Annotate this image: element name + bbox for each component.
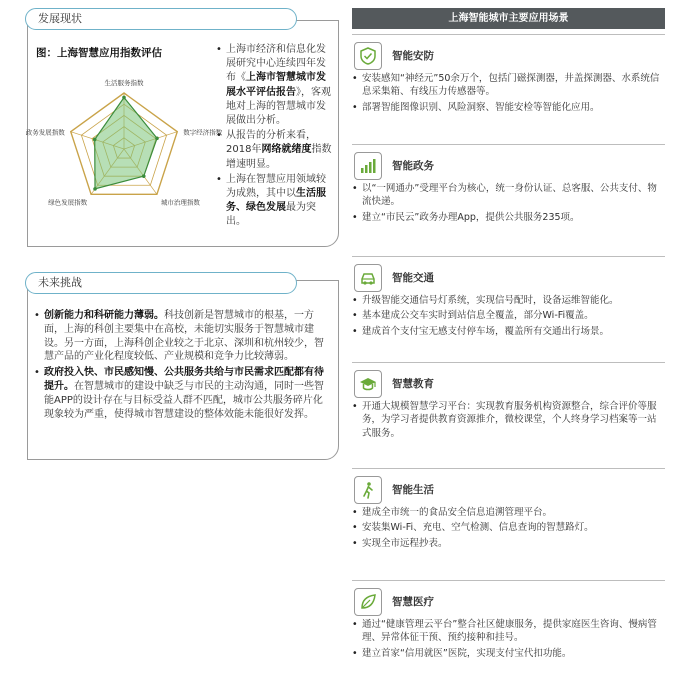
scene-section-title: 智能安防	[392, 50, 434, 62]
scene-item: • 开通大规模智慧学习平台：实现教育服务机构资源整合，综合评价等服务，为学习者提供教育资源推介，微校课堂，个人终身学习档案等一站式服务。	[352, 400, 665, 440]
radar-data-point	[93, 187, 97, 191]
status-bullet-list	[216, 43, 334, 231]
scene-item: • 建立首家“信用就医”医院，实现支付宝代扣功能。	[352, 647, 665, 660]
section-divider	[352, 144, 665, 145]
scene-section	[352, 42, 665, 116]
section-divider	[352, 256, 665, 257]
scene-item: • 安装集Wi-Fi、充电、空气检测、信息查询的智慧路灯。	[352, 521, 665, 534]
scene-section-title: 智能政务	[392, 160, 434, 172]
scene-section	[352, 152, 665, 226]
bullet-bold-text: 网络就绪度	[261, 144, 312, 156]
section-divider	[352, 468, 665, 469]
radar-chart	[25, 61, 223, 241]
scene-item: • 基本建成公交车实时到站信息全覆盖，部分Wi-Fi覆盖。	[352, 309, 665, 322]
scene-section-title: 智慧教育	[392, 378, 434, 390]
challenges-tab	[25, 272, 297, 294]
challenge-bullet	[34, 309, 330, 364]
bullet-text: 》，客观地对上海的智慧城市发展做出分析。	[226, 86, 331, 127]
scene-section	[352, 588, 665, 662]
shield-check-icon	[354, 42, 382, 70]
scene-section	[352, 370, 665, 442]
scene-item: • 建成全市统一的食品安全信息追溯管理平台。	[352, 506, 665, 519]
scene-section	[352, 264, 665, 340]
scene-section-header	[352, 42, 665, 72]
scene-section	[352, 476, 665, 552]
scenes-column	[352, 30, 665, 690]
status-tab-label: 发展现状	[38, 12, 82, 25]
scene-item: • 实现全市远程抄表。	[352, 537, 665, 550]
challenges-bullet-list	[34, 309, 330, 423]
challenge-bold-text: 创新能力和科研能力薄弱。	[44, 310, 164, 321]
radar-axis-label: 城市治理指数	[160, 198, 200, 207]
challenges-panel	[27, 280, 339, 460]
section-divider	[352, 580, 665, 581]
car-icon	[354, 264, 382, 292]
radar-data-point	[155, 136, 159, 140]
scene-section-header	[352, 588, 665, 618]
challenge-bullet	[34, 366, 330, 421]
scene-item: • 建立“市民云”政务办理App，提供公共服务235项。	[352, 211, 665, 224]
scene-item-list	[352, 182, 665, 224]
chart-title: 图：上海智慧应用指数评估	[36, 47, 162, 59]
leaf-icon	[354, 588, 382, 616]
bullet-text: 指数增速明显。	[226, 144, 332, 170]
bullet-text: 最为突出。	[226, 202, 316, 228]
scene-item-list	[352, 294, 665, 338]
radar-axis-label: 政务发展指数	[25, 128, 65, 137]
status-panel	[27, 20, 339, 247]
scene-section-header	[352, 476, 665, 506]
scene-item: • 通过“健康管理云平台”整合社区健康服务，提供家庭医生咨询、慢病管理、异常体征干预、预约接种和挂号。	[352, 618, 665, 645]
status-tab	[25, 8, 297, 30]
scene-section-title: 智能生活	[392, 484, 434, 496]
radar-axis-label: 生活服务指数	[104, 79, 144, 87]
scene-item: • 部署智能图像识别、风险洞察、智能安检等智能化应用。	[352, 101, 665, 114]
radar-axis-label: 数字经济指数	[183, 128, 223, 137]
scene-item-list	[352, 506, 665, 550]
walking-person-icon	[354, 476, 382, 504]
bullet-text: 上海在智慧应用领域较为成熟，其中以	[226, 173, 326, 200]
bullet-bold-text: 上海市智慧城市发展水平评估报告	[226, 72, 326, 98]
scene-section-header	[352, 370, 665, 400]
scene-section-title: 智能交通	[392, 272, 434, 284]
scene-item: • 安装感知“神经元”50余万个，包括门磁探测器，井盖探测器、水系统信息采集箱、有线压力传感器等。	[352, 72, 665, 99]
radar-data-point	[122, 96, 126, 100]
scene-item-list	[352, 618, 665, 660]
status-bullet	[216, 129, 334, 172]
bar-chart-icon	[354, 152, 382, 180]
bullet-text: 从报告的分析来看，2018年	[226, 130, 316, 156]
challenge-text: 科技创新是智慧城市的根基，一方面，上海的科创主要集中在高校，未能切实服务于智慧城市建设。另一方面，上海科创企业较之于北京、深圳和杭州较少，智慧产品的产业化程度较低、产业规模和竞争力比较薄弱。	[44, 310, 324, 363]
bullet-text: 上海市经济和信息化发展研究中心连续四年发布《	[226, 44, 326, 84]
challenge-text: 在智慧城市的建设中缺乏与市民的主动沟通，同时一些智能APP的设计存在与目标受益人群不匹配，城市公共服务碎片化现象较为严重，使得城市智慧建设的整体效能未能很好发挥。	[44, 380, 324, 420]
radar-data-point	[142, 174, 146, 178]
radar-data-area	[95, 97, 157, 188]
status-bullet	[216, 173, 334, 230]
radar-data-point	[93, 138, 97, 142]
scene-item-list	[352, 72, 665, 114]
scene-item: • 升级智能交通信号灯系统，实现信号配时，设备运维智能化。	[352, 294, 665, 307]
section-divider	[352, 34, 665, 35]
scene-item: • 以“一网通办”受理平台为核心，统一身份认证、总客服、公共支付、物流快递。	[352, 182, 665, 209]
radar-axis-label: 绿色发展指数	[48, 198, 88, 207]
scenes-header: 上海智能城市主要应用场景	[352, 8, 665, 29]
scene-item-list	[352, 400, 665, 440]
bullet-bold-text: 生活服务、绿色发展	[226, 188, 326, 214]
status-bullet	[216, 43, 334, 128]
graduation-cap-icon	[354, 370, 382, 398]
challenge-bold-text: 政府投入快、市民感知慢、公共服务共给与市民需求匹配都有待提升。	[44, 367, 324, 392]
scene-section-header	[352, 264, 665, 294]
challenges-tab-label: 未来挑战	[38, 276, 82, 289]
scene-item: • 建成首个支付宝无感支付停车场，覆盖所有交通出行场景。	[352, 325, 665, 338]
section-divider	[352, 362, 665, 363]
scene-section-header	[352, 152, 665, 182]
scene-section-title: 智慧医疗	[392, 596, 434, 608]
